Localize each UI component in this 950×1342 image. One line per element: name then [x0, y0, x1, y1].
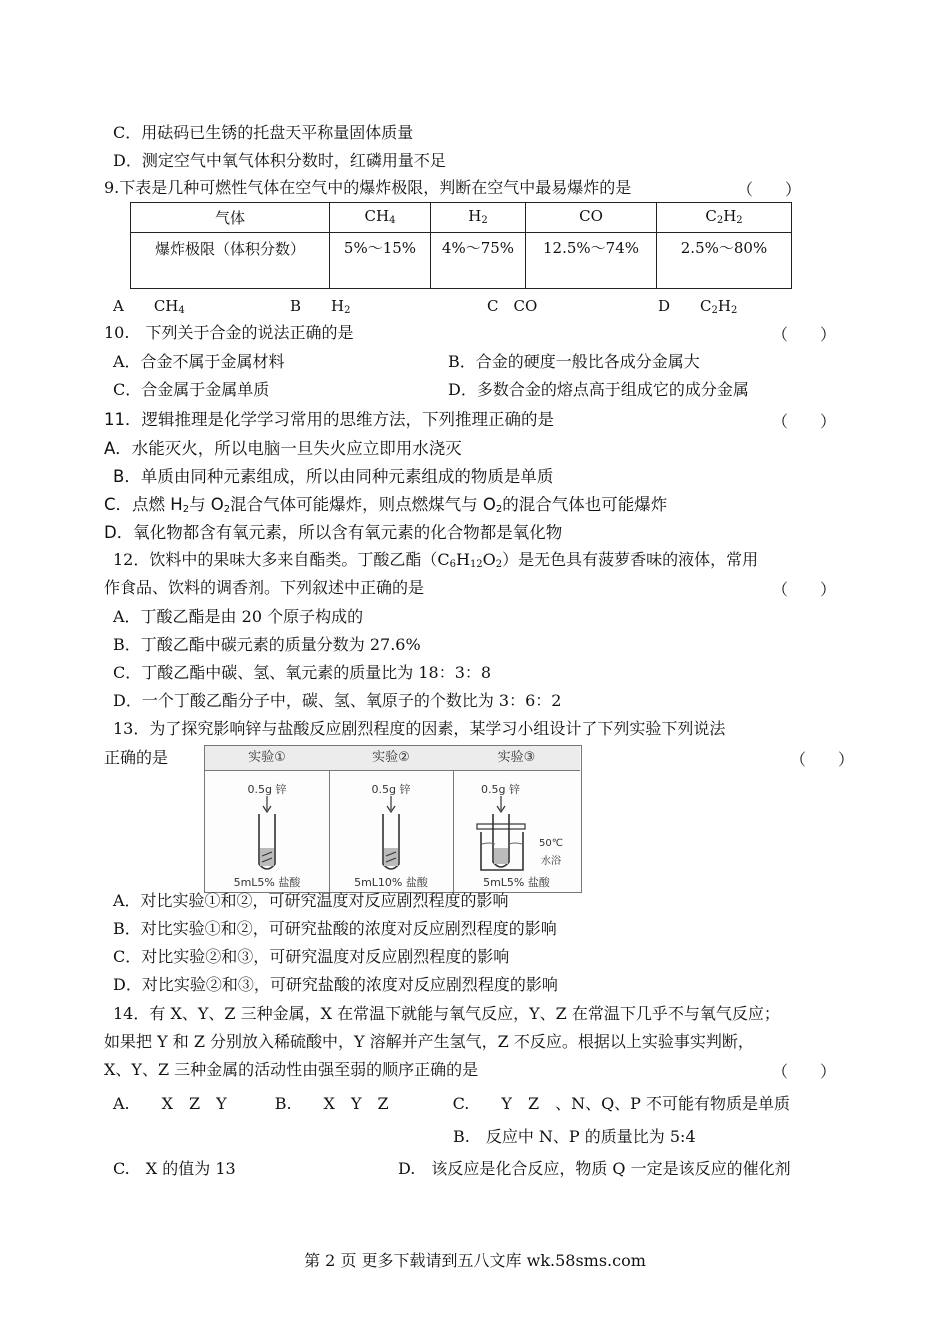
q11-option-d: D．氧化物都含有氧元素，所以含有氧元素的化合物都是氧化物	[104, 523, 563, 542]
question-14-line-3: X、Y、Z 三种金属的活动性由强至弱的顺序正确的是	[104, 1060, 479, 1079]
experiment-2-zinc: 0.5g 锌	[371, 783, 411, 796]
table-cell-ch4: 5%～15%	[330, 233, 431, 289]
q11-option-c: C．点燃 $H_2$与 $O_2$混合气体可能爆炸，则点燃煤气与 $O_2$的混合气体也可能爆炸	[104, 495, 668, 515]
test-tube-1-icon	[205, 796, 329, 876]
q11-option-a: A．水能灭火，所以电脑一旦失火应立即用水浇灭	[104, 439, 462, 458]
q13-option-d: D．对比实验②和③，可研究盐酸的浓度对反应剧烈程度的影响	[113, 975, 558, 994]
q13-option-c: C．对比实验②和③，可研究温度对反应剧烈程度的影响	[113, 947, 510, 966]
test-tube-2-icon	[329, 796, 453, 876]
q9-answer-blank: （ ）	[737, 180, 802, 199]
q13-option-a: A．对比实验①和②，可研究温度对反应剧烈程度的影响	[113, 891, 509, 910]
question-13-line-1: 13．为了探究影响锌与盐酸反应剧烈程度的因素，某学习小组设计了下列实验下列说法	[113, 719, 726, 738]
experiment-1-panel	[205, 746, 330, 892]
q10-option-a: A．合金不属于金属材料	[113, 352, 285, 371]
bath-label: 水浴	[541, 856, 561, 867]
q12-option-b: B．丁酸乙酯中碳元素的质量分数为 27.6%	[113, 635, 421, 654]
table-header-h2: $H_2$	[431, 203, 526, 233]
q11-answer-blank: （ ）	[772, 412, 837, 431]
experiment-3-label: 实验③	[453, 746, 580, 771]
table-header-ch4: $CH_4$	[330, 203, 431, 233]
q14-option-d2: D. 该反应是化合反应，物质 Q 一定是该反应的催化剂	[398, 1159, 791, 1178]
question-14-line-1: 14．有 X、Y、Z 三种金属，X 在常温下就能与氧气反应，Y、Z 在常温下几乎不与氧气反应；	[113, 1004, 780, 1023]
table-cell-co: 12.5%～74%	[526, 233, 657, 289]
experiment-1-acid: 5mL5% 盐酸	[233, 876, 301, 889]
question-12-line-1: 12．饮料中的果味大多来自酯类。丁酸乙酯$(C_6H_{12}O_2)$是无色具有菠萝香味的液体，常用	[113, 550, 759, 570]
question-9: 9.下表是几种可燃性气体在空气中的爆炸极限，判断在空气中最易爆炸的是	[104, 178, 632, 197]
q9-option-a: A $CH_4$	[113, 297, 185, 316]
question-10: 10. 下列关于合金的说法正确的是	[104, 323, 354, 342]
q11-option-b: B．单质由同种元素组成，所以由同种元素组成的物质是单质	[113, 467, 554, 486]
table-header-gas: 气体	[131, 203, 330, 233]
q10-option-c: C．合金属于金属单质	[113, 380, 270, 399]
experiment-1-zinc: 0.5g 锌	[247, 783, 287, 796]
q9-option-b: B $H_2$	[290, 297, 351, 316]
experiment-2-panel	[329, 746, 454, 892]
q13-answer-blank: （ ）	[790, 750, 855, 769]
q9-option-d: D $C_2H_2$	[658, 297, 738, 316]
q14-options-row: A. X Z Y B. X Y Z C. Y Z 、N、Q、P 不可能有物质是单质	[113, 1094, 791, 1113]
q12-answer-blank: （ ）	[772, 580, 837, 599]
table-header-co: CO	[526, 203, 657, 233]
option-d-prev: D．测定空气中氧气体积分数时，红磷用量不足	[113, 151, 446, 170]
experiment-3-panel	[453, 746, 580, 892]
table-cell-h2: 4%～75%	[431, 233, 526, 289]
q14-option-c2: C. X 的值为 13	[113, 1159, 236, 1178]
experiment-1-label: 实验①	[205, 746, 329, 771]
table-header-c2h2: $C_2H_2$	[657, 203, 792, 233]
q14-option-b2: B. 反应中 N、P 的质量比为 5:4	[453, 1127, 696, 1146]
question-14-line-2: 如果把 Y 和 Z 分别放入稀硫酸中，Y 溶解并产生氢气，Z 不反应。根据以上实验事实判断，	[104, 1032, 754, 1051]
explosion-limit-table	[130, 202, 792, 289]
experiment-3-acid: 5mL5% 盐酸	[483, 876, 550, 889]
experiment-3-zinc: 0.5g 锌	[481, 783, 520, 796]
q9-option-c: C CO	[487, 297, 538, 315]
experiment-2-acid: 5mL10% 盐酸	[354, 876, 428, 889]
table-row-label: 爆炸极限（体积分数）	[131, 233, 330, 289]
q14-answer-blank: （ ）	[772, 1062, 837, 1081]
question-13-line-2: 正确的是	[104, 748, 169, 767]
q12-option-c: C．丁酸乙酯中碳、氢、氧元素的质量比为 18：3：8	[113, 663, 492, 682]
q10-option-d: D．多数合金的熔点高于组成它的成分金属	[448, 380, 749, 399]
question-12-line-2: 作食品、饮料的调香剂。下列叙述中正确的是	[104, 578, 425, 597]
experiment-figure	[204, 745, 582, 893]
experiment-2-label: 实验②	[329, 746, 453, 771]
q10-option-b: B．合金的硬度一般比各成分金属大	[448, 352, 700, 371]
option-c-prev: C．用砝码已生锈的托盘天平称量固体质量	[113, 123, 414, 142]
page-footer: 第 2 页 更多下载请到五八文库 wk.58sms.com	[304, 1251, 646, 1270]
bath-temperature: 50℃	[539, 838, 563, 849]
table-cell-c2h2: 2.5%～80%	[657, 233, 792, 289]
q13-option-b: B．对比实验①和②，可研究盐酸的浓度对反应剧烈程度的影响	[113, 919, 557, 938]
q12-option-d: D．一个丁酸乙酯分子中，碳、氢、氧原子的个数比为 3：6：2	[113, 691, 562, 710]
q10-answer-blank: （ ）	[772, 325, 837, 344]
question-11: 11．逻辑推理是化学学习常用的思维方法，下列推理正确的是	[104, 410, 554, 429]
q12-option-a: A．丁酸乙酯是由 20 个原子构成的	[113, 607, 364, 626]
